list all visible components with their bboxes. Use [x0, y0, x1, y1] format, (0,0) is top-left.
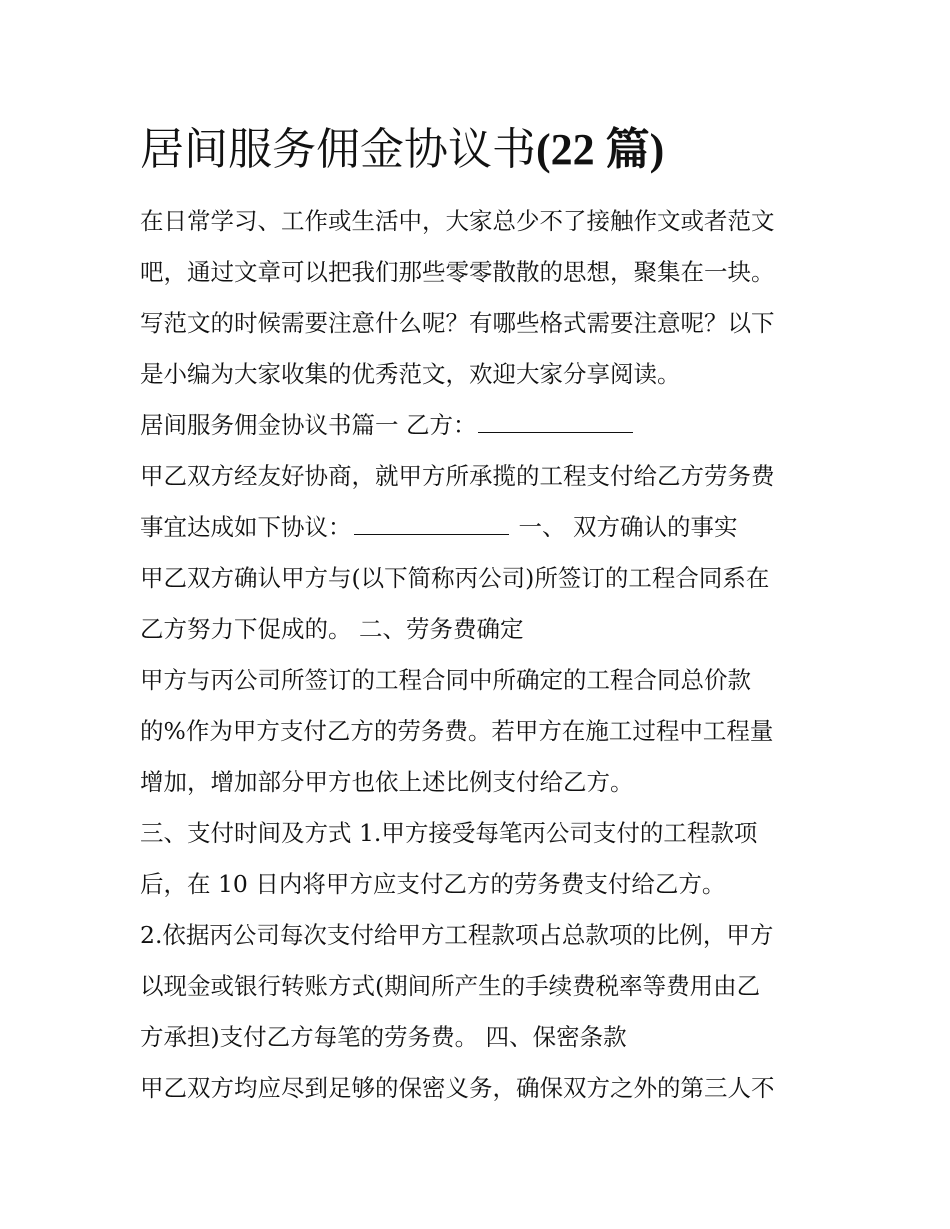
- body-line-with-blank: [140, 400, 830, 451]
- body-line: 甲方与丙公司所签订的工程合同中所确定的工程合同总价款: [140, 666, 751, 694]
- body-line: 甲乙双方确认甲方与(以下简称丙公司)所签订的工程合同系在: [140, 564, 770, 592]
- fill-in-blank: [478, 408, 633, 433]
- body-line: 2.依据丙公司每次支付给甲方工程款项占总款项的比例，甲方: [140, 921, 774, 949]
- body-line: 写范文的时候需要注意什么呢？有哪些格式需要注意呢？以下: [140, 309, 775, 337]
- body-line: 方承担)支付乙方每笔的劳务费。 四、保密条款: [140, 1023, 627, 1051]
- body-line: 甲乙双方经友好协商，就甲方所承揽的工程支付给乙方劳务费: [140, 462, 775, 490]
- body-line: 吧，通过文章可以把我们那些零零散散的思想，聚集在一块。: [140, 258, 775, 286]
- body-line: 乙方努力下促成的。 二、劳务费确定: [140, 615, 524, 643]
- title-text: 居间服务佣金协议书: [140, 124, 536, 175]
- body-line: 增加，增加部分甲方也依上述比例支付给乙方。: [140, 768, 634, 796]
- document-body: [140, 196, 830, 1114]
- body-line: 是小编为大家收集的优秀范文，欢迎大家分享阅读。: [140, 360, 681, 388]
- agreement-intro: 事宜达成如下协议：: [140, 513, 352, 541]
- section-heading: 居间服务佣金协议书篇一 乙方：: [140, 411, 477, 439]
- body-line: 后，在 10 日内将甲方应支付乙方的劳务费支付给乙方。: [140, 870, 726, 898]
- body-line: 甲乙双方均应尽到足够的保密义务，确保双方之外的第三人不: [140, 1074, 775, 1102]
- document-title: [140, 118, 840, 182]
- body-line: 以现金或银行转账方式(期间所产生的手续费税率等费用由乙: [140, 972, 761, 1000]
- fill-in-blank: [354, 510, 509, 535]
- body-line-with-blank: [140, 502, 830, 553]
- title-count: (22 篇): [536, 125, 665, 174]
- clause-heading: 一、 双方确认的事实: [518, 513, 738, 541]
- body-line: 在日常学习、工作或生活中，大家总少不了接触作文或者范文: [140, 207, 775, 235]
- body-line: 三、支付时间及方式 1.甲方接受每笔丙公司支付的工程款项: [140, 819, 758, 847]
- body-line: 的%作为甲方支付乙方的劳务费。若甲方在施工过程中工程量: [140, 717, 774, 745]
